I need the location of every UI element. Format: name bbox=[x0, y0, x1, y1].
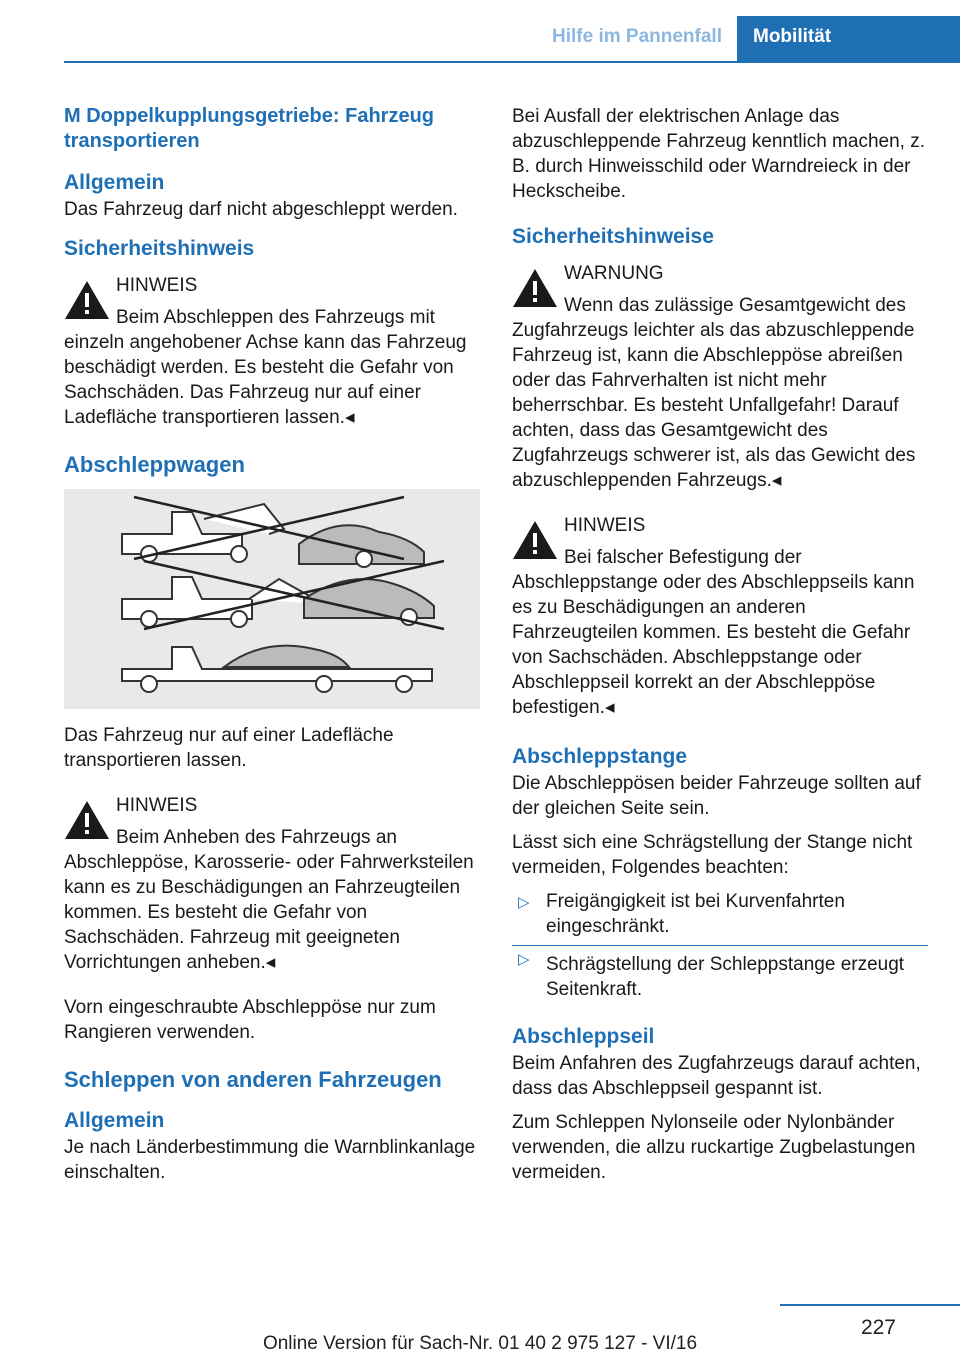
towing-illustration bbox=[64, 489, 480, 709]
allgemein-text: Das Fahrzeug darf nicht abgeschleppt werden. bbox=[64, 199, 458, 220]
vorn-text: Vorn eingeschraubte Abschleppöse nur zum Rangieren verwenden. bbox=[64, 997, 436, 1043]
warning-note-1 bbox=[64, 273, 480, 430]
footer-online-version: Online Version für Sach-Nr. 01 40 2 975 127 - VI/16 bbox=[262, 1333, 698, 1354]
heading-abschleppseil: Abschleppseil bbox=[512, 1025, 655, 1048]
heading-schleppen: Schleppen von anderen Fahrzeugen bbox=[64, 1067, 442, 1092]
page-number: 227 bbox=[860, 1316, 896, 1339]
right-column bbox=[512, 104, 928, 1194]
warning-note-4 bbox=[512, 513, 928, 720]
triangle-right-icon: ▷ bbox=[518, 951, 530, 968]
list-item: ▷ Freigängigkeit ist bei Kurvenfahrten eingeschränkt. bbox=[518, 891, 845, 937]
warning-triangle-icon bbox=[512, 519, 558, 561]
footer-rule bbox=[780, 1304, 960, 1306]
heading-allgemein-2: Allgemein bbox=[64, 1109, 165, 1132]
header-chapter-tab: Mobilität bbox=[737, 16, 960, 61]
heading-abschleppstange: Abschleppstange bbox=[512, 745, 688, 768]
warning-triangle-icon bbox=[512, 267, 558, 309]
seil-text-2: Zum Schleppen Nylonseile oder Nylonbänder verwenden, die allzu ruckartige Zugbelastungen vermeiden. bbox=[512, 1112, 916, 1183]
figure-caption: Das Fahrzeug nur auf einer Ladefläche transportieren lassen. bbox=[64, 725, 394, 771]
warning-title: WARNUNG bbox=[564, 263, 664, 284]
warning-title: HINWEIS bbox=[116, 275, 198, 296]
stange-text-1: Die Abschleppösen beider Fahrzeuge sollten auf der gleichen Seite sein. bbox=[512, 773, 921, 819]
header-section-tab: Hilfe im Pannenfall bbox=[552, 26, 722, 47]
heading-allgemein: Allgemein bbox=[64, 171, 165, 194]
triangle-right-icon: ▷ bbox=[518, 894, 530, 911]
stange-text-2: Lässt sich eine Schrägstellung der Stange nicht vermeiden, Folgendes beachten: bbox=[512, 832, 913, 878]
seil-text-1: Beim Anfahren des Zugfahrzeugs darauf achten, dass das Abschleppseil gespannt ist. bbox=[512, 1053, 921, 1099]
warning-triangle-icon bbox=[64, 799, 110, 841]
ausfall-text: Bei Ausfall der elektrischen Anlage das abzuschleppende Fahrzeug kenntlich machen, z. B. durch Hinweisschild oder Warndreieck in der Heckscheibe. bbox=[512, 106, 925, 202]
heading-sicherheitshinweise: Sicherheitshinweise bbox=[512, 225, 714, 248]
left-column bbox=[64, 104, 480, 1194]
warning-title: HINWEIS bbox=[116, 795, 198, 816]
bullet-list bbox=[512, 889, 928, 1002]
heading-abschleppwagen: Abschleppwagen bbox=[64, 452, 245, 477]
warning-title: HINWEIS bbox=[564, 515, 646, 536]
header-rule bbox=[64, 61, 960, 63]
warning-note-2 bbox=[64, 793, 480, 975]
warning-note-3 bbox=[512, 261, 928, 493]
list-item: ▷ Schrägstellung der Schleppstange erzeugt Seitenkraft. bbox=[512, 945, 928, 1002]
warning-triangle-icon bbox=[64, 279, 110, 321]
warning-text: Beim Abschleppen des Fahrzeugs mit einzeln angehobener Achse kann das Fahrzeug beschädigt werden. Es besteht die Gefahr von Sachschäden. Das Fahrzeug nur auf einer Ladefläche transportieren lassen.◂ bbox=[64, 307, 467, 428]
warning-text: Wenn das zulässige Gesamtgewicht des Zugfahrzeugs leichter als das abzuschleppende Fahrzeug ist, kann die Abschleppöse abreißen oder das Fahrverhalten ist nicht mehr beherrschbar. Es besteht Unfallgefahr! Darauf achten, dass das Gesamtgewicht des Zugfahrzeugs schwerer ist, als das Gewicht des abzuschleppenden Fahrzeugs.◂ bbox=[512, 295, 916, 491]
page-title: M Doppelkupplungsgetriebe: Fahrzeug transportieren bbox=[64, 105, 435, 152]
warning-text: Beim Anheben des Fahrzeugs an Abschleppöse, Karosserie- oder Fahrwerksteilen kann es zu Beschädigungen an Fahrzeugteilen kommen. Es besteht die Gefahr von Sachschäden. Fahrzeug mit geeigneten Vorrichtungen anheben.◂ bbox=[64, 827, 474, 973]
warning-text: Bei falscher Befestigung der Abschleppstange oder des Abschleppseils kann es zu Beschädigungen an anderen Fahrzeugteilen kommen. Es besteht die Gefahr von Sachschäden. Abschleppstange oder Abschleppseil korrekt an der Abschleppöse befestigen.◂ bbox=[512, 547, 915, 718]
allgemein2-text: Je nach Länderbestimmung die Warnblinkanlage einschalten. bbox=[64, 1137, 476, 1183]
heading-sicherheitshinweis: Sicherheitshinweis bbox=[64, 237, 255, 260]
